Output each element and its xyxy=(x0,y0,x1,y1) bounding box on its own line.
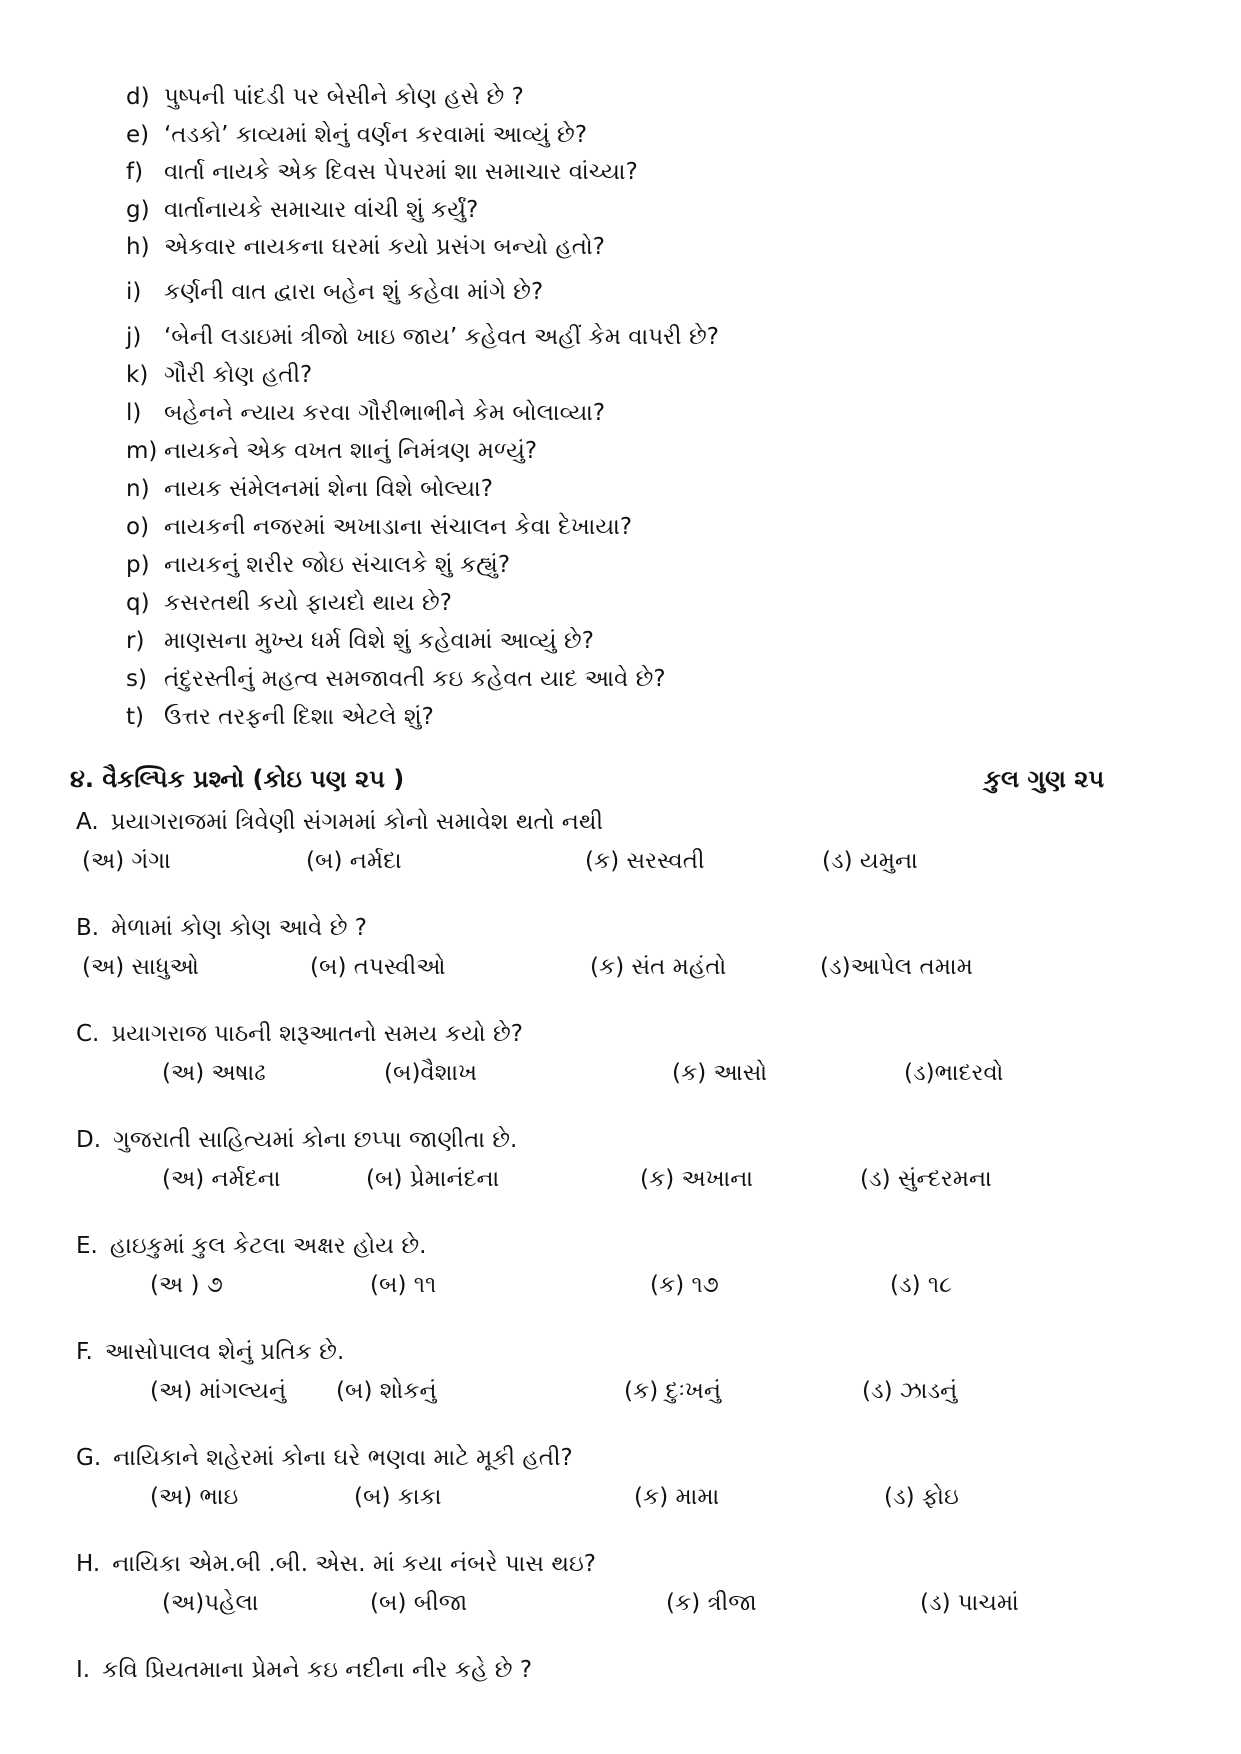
mcq-question-h xyxy=(76,1549,596,1579)
question-n xyxy=(126,474,493,504)
question-d xyxy=(126,82,524,112)
question-text: ઉત્તર તરફની દિશા એટલે શું? xyxy=(164,704,434,730)
mcq-text: ગુજરાતી સાહિત્યમાં કોના છપ્પા જાણીતા છે. xyxy=(113,1127,518,1153)
question-label: f) xyxy=(126,159,144,185)
mcq-label: E. xyxy=(76,1233,98,1259)
mcq-h-option-3: (ક) ત્રીજા xyxy=(666,1590,757,1616)
question-r xyxy=(126,626,594,656)
question-text: એકવાર નાયકના ઘરમાં કયો પ્રસંગ બન્યો હતો? xyxy=(164,234,605,260)
mcq-label: H. xyxy=(76,1551,101,1577)
question-text: નાયકને એક વખત શાનું નિમંત્રણ મળ્યું? xyxy=(164,438,538,464)
mcq-g-option-4: (ડ) ફોઇ xyxy=(884,1484,959,1510)
mcq-e-option-1: (અ ) ૭ xyxy=(150,1272,223,1298)
mcq-text: આસોપાલવ શેનું પ્રતિક છે. xyxy=(104,1339,345,1365)
question-text: નાયક સંમેલનમાં શેના વિશે બોલ્યા? xyxy=(164,476,493,502)
mcq-question-c xyxy=(76,1019,523,1049)
mcq-label: A. xyxy=(76,809,99,835)
mcq-b-option-3: (ક) સંત મહંતો xyxy=(590,954,727,980)
question-q xyxy=(126,588,452,618)
question-text: પુષ્પની પાંદડી પર બેસીને કોણ હસે છે ? xyxy=(164,84,524,110)
question-label: k) xyxy=(126,362,149,388)
mcq-b-option-1: (અ) સાધુઓ xyxy=(82,954,199,980)
question-label: e) xyxy=(126,122,150,148)
mcq-b-option-4: (ડ)આપેલ તમામ xyxy=(820,954,973,980)
mcq-label: G. xyxy=(76,1445,102,1471)
mcq-h-option-1: (અ)પહેલા xyxy=(162,1590,259,1616)
mcq-text: નાયિકા એમ.બી .બી. એસ. માં કયા નંબરે પાસ થઇ? xyxy=(112,1551,597,1577)
question-text: કર્ણની વાત દ્વારા બહેન શું કહેવા માંગે છે? xyxy=(164,279,544,305)
mcq-g-option-1: (અ) ભાઇ xyxy=(150,1484,239,1510)
question-l xyxy=(126,398,605,428)
mcq-text: મેળામાં કોણ કોણ આવે છે ? xyxy=(111,915,367,941)
question-text: નાયકની નજરમાં અખાડાના સંચાલન કેવા દેખાયા? xyxy=(164,514,633,540)
question-text: તંદુરસ્તીનું મહત્વ સમજાવતી કઇ કહેવત યાદ આવે છે? xyxy=(164,666,666,692)
question-label: r) xyxy=(126,628,145,654)
mcq-e-option-2: (બ) ૧૧ xyxy=(370,1272,437,1298)
question-label: o) xyxy=(126,514,150,540)
question-label: m) xyxy=(126,438,158,464)
mcq-f-option-2: (બ) શોકનું xyxy=(336,1378,437,1404)
mcq-c-option-3: (ક) આસો xyxy=(672,1060,768,1086)
mcq-label: C. xyxy=(76,1021,100,1047)
mcq-f-option-1: (અ) માંગલ્યનું xyxy=(150,1378,287,1404)
question-p xyxy=(126,550,510,580)
mcq-b-option-2: (બ) તપસ્વીઓ xyxy=(310,954,446,980)
mcq-a-option-1: (અ) ગંગા xyxy=(82,848,171,874)
mcq-d-option-2: (બ) પ્રેમાનંદના xyxy=(366,1166,500,1192)
section-marks: કુલ ગુણ ૨૫ xyxy=(984,765,1105,793)
question-s xyxy=(126,664,666,694)
mcq-text: હાઇકુમાં કુલ કેટલા અક્ષર હોય છે. xyxy=(109,1233,427,1259)
mcq-c-option-2: (બ)વૈશાખ xyxy=(384,1060,478,1086)
question-text: કસરતથી કયો ફાયદો થાય છે? xyxy=(164,590,452,616)
question-text: ‘બેની લડાઇમાં ત્રીજો ખાઇ જાય’ કહેવત અહીં કેમ વાપરી છે? xyxy=(164,324,719,350)
mcq-a-option-4: (ડ) યમુના xyxy=(822,848,918,874)
question-text: ગૌરી કોણ હતી? xyxy=(164,362,313,388)
mcq-c-option-4: (ડ)ભાદરવો xyxy=(904,1060,1004,1086)
question-label: s) xyxy=(126,666,147,692)
mcq-question-i xyxy=(76,1655,532,1685)
question-m xyxy=(126,436,537,466)
mcq-e-option-3: (ક) ૧૭ xyxy=(650,1272,719,1298)
mcq-text: નાયિકાને શહેરમાં કોના ઘરે ભણવા માટે મૂકી હતી? xyxy=(113,1445,573,1471)
mcq-text: પ્રયાગરાજ પાઠની શરૂઆતનો સમય કયો છે? xyxy=(111,1021,523,1047)
mcq-a-option-3: (ક) સરસ્વતી xyxy=(585,848,705,874)
question-k xyxy=(126,360,312,390)
mcq-question-b xyxy=(76,913,367,943)
mcq-c-option-1: (અ) અષાઢ xyxy=(162,1060,266,1086)
mcq-d-option-1: (અ) નર્મદના xyxy=(162,1166,281,1192)
mcq-question-f xyxy=(76,1337,344,1367)
question-label: t) xyxy=(126,704,144,730)
question-label: n) xyxy=(126,476,150,502)
question-f xyxy=(126,157,638,187)
mcq-text: કવિ પ્રિયતમાના પ્રેમને કઇ નદીના નીર કહે છે ? xyxy=(102,1657,533,1683)
mcq-text: પ્રયાગરાજમાં ત્રિવેણી સંગમમાં કોનો સમાવેશ થતો નથી xyxy=(110,809,604,835)
question-label: h) xyxy=(126,234,150,260)
mcq-question-e xyxy=(76,1231,426,1261)
mcq-g-option-3: (ક) મામા xyxy=(634,1484,720,1510)
question-text: નાયકનું શરીર જોઇ સંચાલકે શું કહ્યું? xyxy=(164,552,511,578)
mcq-h-option-2: (બ) બીજા xyxy=(370,1590,468,1616)
mcq-question-g xyxy=(76,1443,573,1473)
mcq-a-option-2: (બ) નર્મદા xyxy=(306,848,402,874)
question-text: બહેનને ન્યાય કરવા ગૌરીભાભીને કેમ બોલાવ્યા? xyxy=(164,400,606,426)
mcq-label: F. xyxy=(76,1339,93,1365)
mcq-d-option-4: (ડ) સુંન્દરમના xyxy=(860,1166,992,1192)
question-label: j) xyxy=(126,324,142,350)
question-label: q) xyxy=(126,590,150,616)
mcq-label: B. xyxy=(76,915,100,941)
question-label: d) xyxy=(126,84,150,110)
mcq-d-option-3: (ક) અખાના xyxy=(640,1166,754,1192)
mcq-f-option-3: (ક) દુઃખનું xyxy=(624,1378,721,1404)
question-text: વાર્તાનાયકે સમાચાર વાંચી શું કર્યું? xyxy=(164,197,479,223)
mcq-label: D. xyxy=(76,1127,102,1153)
question-text: વાર્તા નાયકે એક દિવસ પેપરમાં શા સમાચાર વાંચ્યા? xyxy=(164,159,638,185)
question-h xyxy=(126,232,605,262)
question-label: p) xyxy=(126,552,150,578)
question-j xyxy=(126,322,719,352)
question-label: l) xyxy=(126,400,142,426)
mcq-f-option-4: (ડ) ઝાડનું xyxy=(862,1378,958,1404)
question-text: માણસના મુખ્ય ધર્મ વિશે શું કહેવામાં આવ્યું છે? xyxy=(164,628,594,654)
mcq-question-a xyxy=(76,807,603,837)
question-label: i) xyxy=(126,279,142,305)
question-t xyxy=(126,702,434,732)
question-g xyxy=(126,195,478,225)
question-o xyxy=(126,512,632,542)
mcq-e-option-4: (ડ) ૧૮ xyxy=(890,1272,952,1298)
question-text: ‘તડકો’ કાવ્યમાં શેનું વર્ણન કરવામાં આવ્યું છે? xyxy=(164,122,588,148)
mcq-h-option-4: (ડ) પાચમાં xyxy=(920,1590,1019,1616)
mcq-question-d xyxy=(76,1125,517,1155)
section-title: ૪. વૈકલ્પિક પ્રશ્નો (કોઇ પણ ૨૫ ) xyxy=(70,765,405,793)
mcq-g-option-2: (બ) કાકા xyxy=(354,1484,442,1510)
mcq-label: I. xyxy=(76,1657,91,1683)
question-e xyxy=(126,120,587,150)
question-label: g) xyxy=(126,197,150,223)
question-i xyxy=(126,277,543,307)
